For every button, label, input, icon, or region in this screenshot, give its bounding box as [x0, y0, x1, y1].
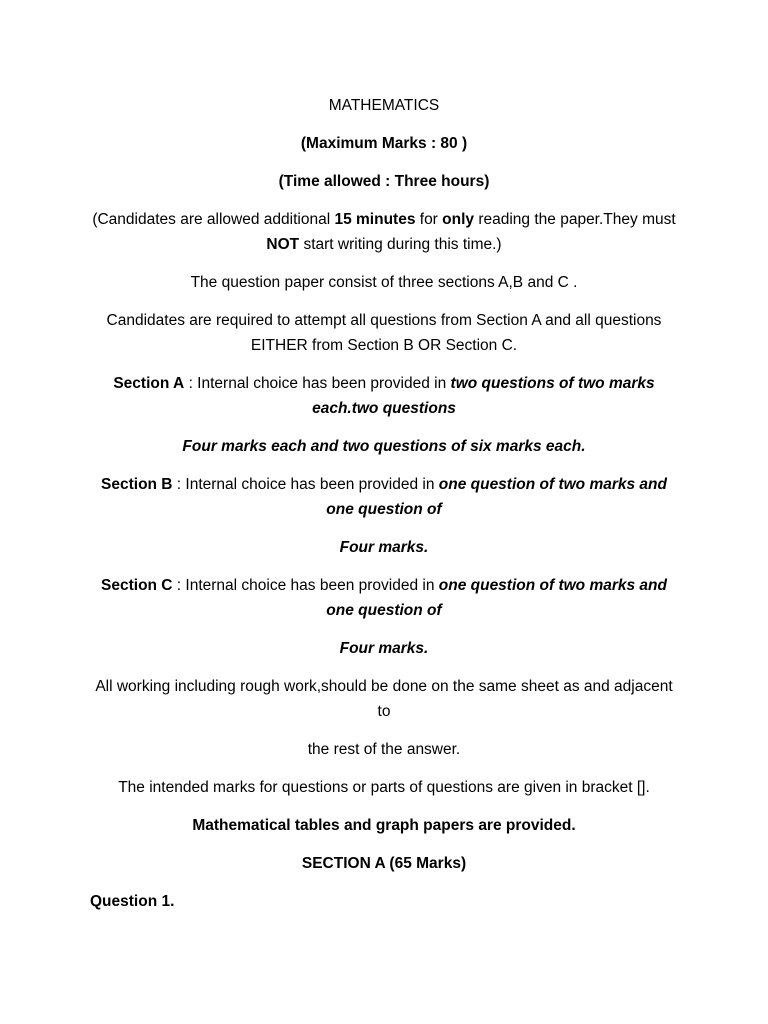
section-c-label: Section C	[101, 577, 173, 594]
section-b-label: Section B	[101, 476, 173, 493]
section-c-continuation: Four marks.	[339, 640, 429, 657]
section-b-emphasis: one question of two marks and one question of	[326, 476, 667, 518]
section-c-emphasis: one question of two marks and one question of	[326, 577, 667, 619]
reading-time-not: NOT	[266, 236, 300, 253]
section-b-continuation: Four marks.	[339, 539, 429, 556]
reading-time-text-3: reading the paper.They must	[474, 211, 676, 228]
time-allowed: (Time allowed : Three hours)	[278, 173, 490, 190]
working-note-continuation: the rest of the answer.	[307, 741, 461, 758]
marks-note: The intended marks for questions or parts of questions are given in bracket [].	[118, 779, 650, 796]
tables-note: Mathematical tables and graph papers are provided.	[192, 817, 576, 834]
section-a-text: : Internal choice has been provided in	[184, 375, 451, 392]
reading-time-only: only	[442, 211, 475, 228]
attempt-instructions: Candidates are required to attempt all questions from Section A and all questions EITHER from Section B OR Section C.	[106, 312, 662, 354]
section-a-note	[90, 371, 678, 421]
section-a-label: Section A	[113, 375, 185, 392]
reading-time-note	[90, 207, 678, 257]
section-a-heading: SECTION A (65 Marks)	[301, 855, 467, 872]
working-note: All working including rough work,should be done on the same sheet as and adjacent to	[95, 678, 673, 720]
reading-time-text-1: (Candidates are allowed additional	[92, 211, 335, 228]
reading-time-text-4: start writing during this time.)	[299, 236, 502, 253]
reading-time-text-2: for	[415, 211, 443, 228]
section-a-emphasis: two questions of two marks each.two questions	[312, 375, 655, 417]
section-b-note	[90, 472, 678, 522]
question-1-label: Question 1.	[90, 893, 175, 910]
document-title: MATHEMATICS	[328, 97, 440, 114]
section-b-text: : Internal choice has been provided in	[172, 476, 439, 493]
document-page	[90, 93, 678, 927]
section-c-note	[90, 573, 678, 623]
section-c-text: : Internal choice has been provided in	[172, 577, 439, 594]
sections-intro: The question paper consist of three sections A,B and C .	[190, 274, 578, 291]
reading-time-minutes: 15 minutes	[334, 211, 416, 228]
section-a-continuation: Four marks each and two questions of six marks each.	[182, 438, 586, 455]
maximum-marks: (Maximum Marks : 80 )	[300, 135, 468, 152]
